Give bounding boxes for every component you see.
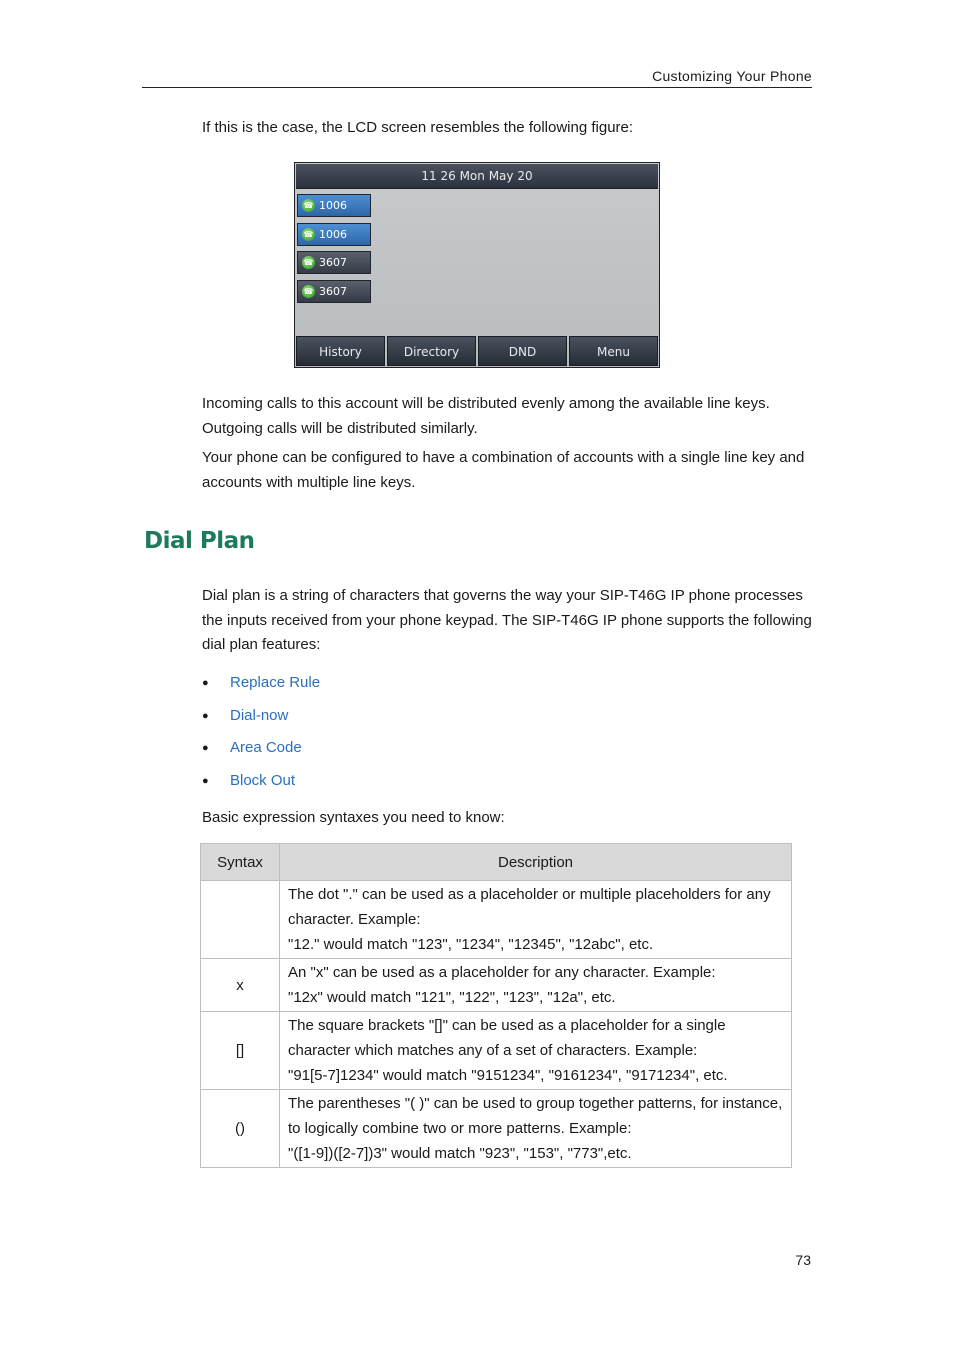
section-title: Dial Plan xyxy=(144,528,255,554)
running-header: Customizing Your Phone xyxy=(142,68,812,88)
distribution-text: Incoming calls to this account will be distributed evenly among the available line keys. Outgoing calls will be distributed similarly. xyxy=(202,395,770,437)
description-example: "91[5-7]1234" would match "9151234", "9161234", "9171234", etc. xyxy=(288,1067,728,1084)
line-key-2 xyxy=(297,223,371,246)
link-block-out[interactable]: Block Out xyxy=(230,772,296,790)
lcd-screen-figure xyxy=(294,162,660,368)
dial-plan-description: Dial plan is a string of characters that governs the way your SIP-T46G IP phone processes the inputs received from your phone keypad. The SIP-T46G IP phone supports the following dial plan features: xyxy=(202,587,812,653)
list-item xyxy=(202,769,320,802)
syntax-cell: x xyxy=(201,959,280,1012)
syntax-table xyxy=(200,843,792,1168)
description-cell xyxy=(280,1090,792,1168)
softkey-dnd: DND xyxy=(478,336,567,366)
bullet-icon: ● xyxy=(202,709,209,722)
table-row xyxy=(201,881,792,959)
description-example: "12x" would match "121", "122", "123", "12a", etc. xyxy=(288,989,616,1006)
feature-list xyxy=(202,671,320,802)
phone-icon: ☎ xyxy=(303,230,314,239)
link-dial-now[interactable]: Dial-now xyxy=(230,706,289,724)
description-cell xyxy=(280,881,792,959)
table-row xyxy=(201,1090,792,1168)
description-cell xyxy=(280,1012,792,1090)
column-header-syntax: Syntax xyxy=(201,844,280,881)
link-area-code[interactable]: Area Code xyxy=(230,739,302,757)
line-key-4 xyxy=(297,280,371,303)
phone-icon: ☎ xyxy=(303,258,314,267)
description-line: An "x" can be used as a placeholder for any character. Example: xyxy=(288,964,716,981)
syntax-intro: Basic expression syntaxes you need to know: xyxy=(202,809,505,826)
link-replace-rule[interactable]: Replace Rule xyxy=(230,674,321,691)
line-key-label: 3607 xyxy=(319,285,347,298)
bullet-icon: ● xyxy=(202,677,209,689)
description-line: The square brackets "[]" can be used as a placeholder for a single character which matches any of a set of characters. Example: xyxy=(288,1017,726,1059)
list-item xyxy=(202,671,320,704)
lcd-softkey-bar xyxy=(296,336,658,366)
description-line: The dot "." can be used as a placeholder or multiple placeholders for any character. Example: xyxy=(288,886,771,928)
line-key-label: 1006 xyxy=(319,228,347,241)
softkey-history: History xyxy=(296,336,385,366)
page-number: 73 xyxy=(795,1252,811,1268)
description-line: The parentheses "( )" can be used to group together patterns, for instance, to logically combine two or more patterns. Example: xyxy=(288,1095,783,1137)
syntax-cell: [] xyxy=(201,1012,280,1090)
bullet-icon: ● xyxy=(202,742,209,755)
table-header-row xyxy=(201,844,792,881)
phone-icon: ☎ xyxy=(303,201,314,210)
line-key-3 xyxy=(297,251,371,274)
combination-text: Your phone can be configured to have a combination of accounts with a single line key and accounts with multiple line keys. xyxy=(202,449,805,491)
table-row xyxy=(201,959,792,1012)
description-example: "12." would match "123", "1234", "12345", "12abc", etc. xyxy=(288,936,654,953)
syntax-cell xyxy=(201,881,280,959)
description-example: "([1-9])([2-7])3" would match "923", "153", "773",etc. xyxy=(288,1145,632,1162)
phone-icon: ☎ xyxy=(303,287,314,296)
syntax-cell: () xyxy=(201,1090,280,1168)
description-cell xyxy=(280,959,792,1012)
list-item xyxy=(202,736,320,769)
column-header-description: Description xyxy=(280,844,792,881)
line-key-1 xyxy=(297,194,371,217)
list-item xyxy=(202,704,320,737)
line-key-label: 1006 xyxy=(319,199,347,212)
intro-text: If this is the case, the LCD screen resembles the following figure: xyxy=(202,119,634,136)
softkey-directory: Directory xyxy=(387,336,476,366)
table-row xyxy=(201,1012,792,1090)
line-key-label: 3607 xyxy=(319,256,347,269)
lcd-datetime: 11 26 Mon May 20 xyxy=(296,164,658,189)
softkey-menu: Menu xyxy=(569,336,658,366)
bullet-icon: ● xyxy=(202,775,209,788)
